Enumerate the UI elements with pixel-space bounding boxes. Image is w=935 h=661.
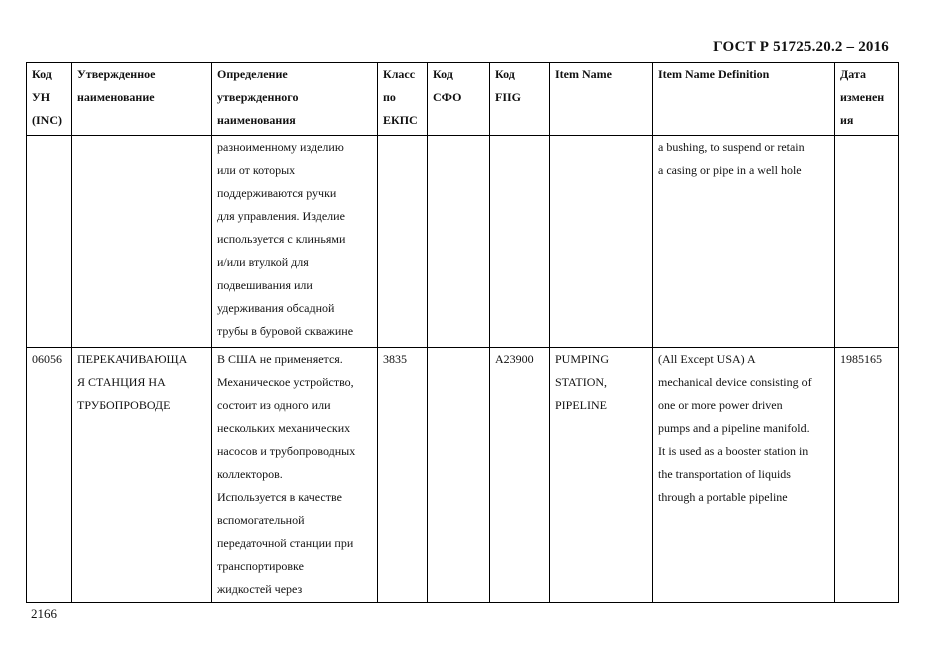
cell-class-ekps: 3835 <box>378 348 428 603</box>
standard-designation: ГОСТ Р 51725.20.2 – 2016 <box>713 39 889 55</box>
cell-approved-name: ПЕРЕКАЧИВАЮЩА Я СТАНЦИЯ НА ТРУБОПРОВОДЕ <box>72 348 212 603</box>
cell-change-date <box>835 136 899 348</box>
cell-item-name: PUMPING STATION, PIPELINE <box>550 348 653 603</box>
header-sfo-code: Код СФО <box>428 63 490 136</box>
table-header-row <box>27 63 899 136</box>
header-item-name-definition: Item Name Definition <box>653 63 835 136</box>
cell-item-name-definition: a bushing, to suspend or retain a casing or pipe in a well hole <box>653 136 835 348</box>
cell-inc <box>27 136 72 348</box>
header-fiig-code: Код FIIG <box>490 63 550 136</box>
cell-fiig-code: A23900 <box>490 348 550 603</box>
header-inc: Код УН (INC) <box>27 63 72 136</box>
page-number: 2166 <box>31 606 57 621</box>
cell-fiig-code <box>490 136 550 348</box>
header-approved-name: Утвержденное наименование <box>72 63 212 136</box>
header-definition: Определение утвержденного наименования <box>212 63 378 136</box>
cell-sfo-code <box>428 348 490 603</box>
cell-class-ekps <box>378 136 428 348</box>
header-item-name: Item Name <box>550 63 653 136</box>
cell-inc: 06056 <box>27 348 72 603</box>
table-row <box>27 348 899 603</box>
cell-change-date: 1985165 <box>835 348 899 603</box>
header-class-ekps: Класс по ЕКПС <box>378 63 428 136</box>
header-change-date: Дата изменен ия <box>835 63 899 136</box>
cell-sfo-code <box>428 136 490 348</box>
cell-item-name-definition: (All Except USA) A mechanical device consisting of one or more power driven pumps and a pipeline manifold. It is used as a booster station in the transportation of liquids through a portable pipeline <box>653 348 835 603</box>
cell-definition: В США не применяется. Механическое устройство, состоит из одного или нескольких механических насосов и трубопроводных коллекторов. Используется в качестве вспомогательной передаточной станции при транспортировке жидкостей через <box>212 348 378 603</box>
table-row <box>27 136 899 348</box>
cell-item-name <box>550 136 653 348</box>
cell-definition: разноименному изделию или от которых поддерживаются ручки для управления. Изделие используется с клиньями и/или втулкой для подвешивания или удерживания обсадной трубы в буровой скважине <box>212 136 378 348</box>
classification-table <box>26 62 899 603</box>
cell-approved-name <box>72 136 212 348</box>
